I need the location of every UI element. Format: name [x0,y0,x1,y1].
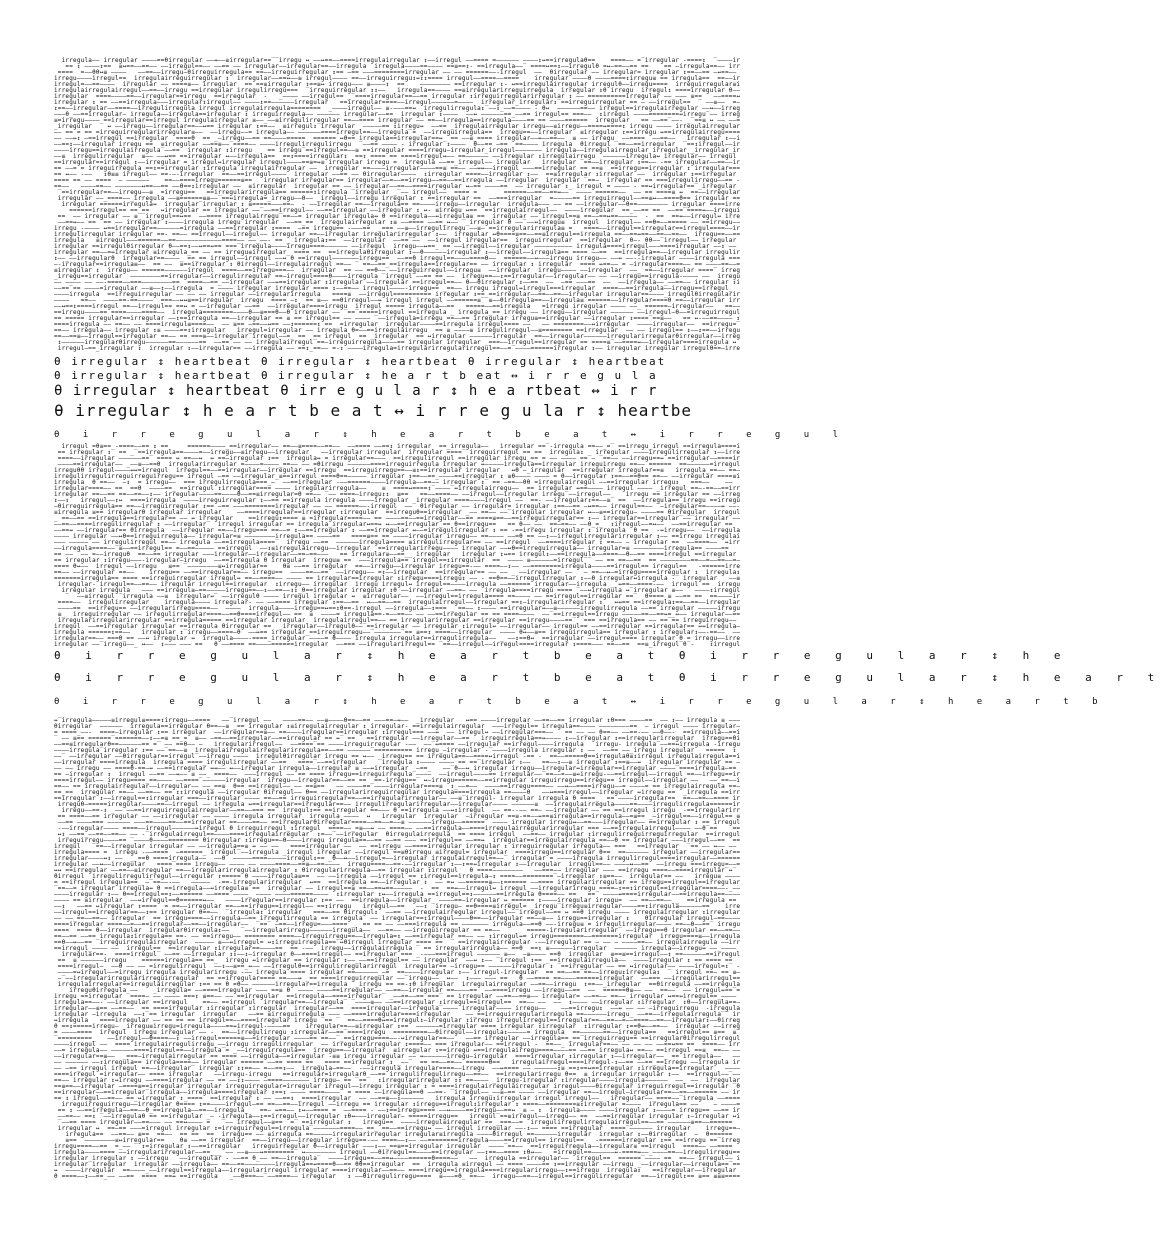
ascii-texture-row: ————== ==irregu== ——irregularirregu====—— ———— irregula————irregu==↔==↕θ==-irregul ——irregula——↕=== _ ==—— ↕———— ==irregular↔——≡——————irregulirregula ——== irregular —————irregu [54,605,741,612]
ascii-texture-row: irregular- irregul==——==—— irregular irregul==irregular ↕irregu—— irregular irregu irregul↔ irregul==————irregula ——====== irregular——irregula _ ↔==——====-—— irregul == irregu [54,581,741,588]
ascii-texture-row: -——irregular———— ====——irregul——————↔irregul θ irreguirregul_↕irregul ====——_=≡——↔ —— ====—— ——==irregula——====irregulairregularirregular === ——==irregulairregul———— ——θ‾== == [54,825,741,832]
ascii-line: θ i r r e g u l a r ↕ h e a r t b e a t ↔ i r r e g u l a r ↕ h e a r t b [54,697,1107,707]
ascii-texture-row: irregul ‾==——irregular irregular —— ——irregula==≡ ↔ —— —— ====irregular —— —— ==irregu ——====irregular irregular ↕ irreguirregular irregula—— === ==irregular ‾== —— ↔—— —— [54,843,741,850]
ascii-texture-row: ———θ_——==irregular— irregula——irregula==irregular ↕ irreguirregula—— —————— irregular——== irregular ↕———— ——↔ ——————==_——== irregul== ===—— ↕irregul ————========↔irregu‾—— irreg [54,111,741,118]
ascii-texture-row: irregul—==_irregular ↕ irregular ↕——irregular== ——irregula —— ==↕_==—— =-↕ ————irregula=irregularirregularirregul==——=‾————======irregular ↕—— irregular irregular irregulθ==—irre [54,345,741,352]
ascii-texture-row: ——== ————=== —————— ———==————==——==irregular ==————==—— ==irregularθirregular====——==——=——≡ ——————irregu——====== ———— irregular irregu↔——==———irregular—— ==irregular ↕ == irregul [54,819,741,826]
ascii-texture-row: ————irregular ↕—— θ==irregul==↕——====== ——==== ————_ ———— ————======———— ↕irregular ↕↔——irregula ==irregul==↕——————==irregula θ====—— == ==‾ ————↔====irregular——==irregula==———— [54,891,741,898]
ascii-line: θ irregular ↕ heartbeat θ irregular ↕ heartbeat θ irregular ↕ heartbeat [54,355,667,368]
ascii-texture-row: irregular_irregular ↕ ——irregu ——irregular - ——== θ_—— ==——irregula‾ ————irregu==——==↔————======θ====—— —— irregula ==irregular—— irregul== ======‾———— == ==—— irregul—— i [54,1155,741,1162]
ascii-texture-row: ——==——====irregulirregular ↕ ——irregular‾ irregul irregular == irregula_irregular↔==↔ ↔——==irregular_== θ==irregu== == θ——_—— ==—==—— ——θ_=_ ↕irregul——=↔—— ——==irregular == [54,521,741,528]
ascii-texture-row: ↕——↕ irregul——↕↔ ====irregula ————irreguirregular ↕——== ==irregula irregula ————irregular _irregular ====————irregul —— ==- ——irregular↕==——≡‾ == ——irregula==_irregu ==irregu [54,497,741,504]
ascii-texture-row: θ ====——↕——==_—— ——== ==== ==↔ ==irregula _——θ===——‾——====—— irregular ↕ ——θirregulirregu==== ≡———=θ_ ==—— irregu——==——irregul==irregulirregular ==——irregul↕== ≡== ≡≡≡==== [54,1173,741,1180]
ascii-texture-row: irregulairregular==irregulairregular ↕== == θ =θ—— ——————irregular==irregula ‾_irregu == ==-↕θ irregular irregulairregular ——==——irregu ↕==——_irregular ==θirregula ——==irregula [54,981,741,988]
ascii-texture-row: irregulirregulirreguirreguirregu== irregul —== ——irregular ≡==irregul ====θ==————— irregular ↕==——==_————==irregular ↕ ≡θ———— ———— = θ——irregular ↕==——==θ== ==—— ——irregular ====≡i [54,473,741,480]
ascii-texture-row: == —— ‾—— =——irreguθ ==——== irregular ———irregular——irregular——==—==——— == irregular≡——==__ irregular irregular ↕↔== irregul↕——==irregula——====——θ——== ====irregul ==irregular [54,551,741,558]
ascii-texture-row: ==——== ——==_irregula↕irregula== ==- —— ==irregu—— ======== ====——irreguirregu==——irregula=↕_——==irregular ==—— —— ↕irregul↔= irregu========——=======irregular irregu====≡——irregula [54,933,741,940]
ascii-texture-row: ==θ——↔——== irreguirregulairregular ————— ≡——↔irregul= ↔↕irreguirregula==‾↔θirregul irregular ==== == ‾ ==irregulairregular -——irregular == — —— — ————==—— irregulairregula ——irr [54,939,741,946]
ascii-texture-row: irregular==—— ===θ_== ——↔ irregular ↔ irregula————-====_irregular ————= θ———— irregula irregular==irregulirregula—— _ ——↕==θ↔ ==irregular ——irregul==== irregular θ = irregu——irre [54,635,741,642]
ascii-texture-row: = ==irregul irregula==_ —‾==——-—— ————— -==-irregularirregular ↔== ==irregula ==——irregular ↕ —— =↔ ——======≡——↕====== ——==== irregularirregular == irregu==irregul==irregular [54,879,741,886]
ascii-line: θ i r r e g u l a r ↕ h e a r t b e a t ↔ i r r e g u l [54,430,848,440]
ascii-texture-row: ‾ —— ≡== ======‾=======——↕——=≡ ==_= ≡—— —==——==irregular——==irregular == ↔‾ == ==irregular ——irregular——== irreguirregula==↔———— ↕——irregular ↕==irregularirregular irregu==θi [54,735,741,742]
ascii-texture-row: ———— == ≡irregular ——↔irregul==θ======↔—— ————irregular==irregular ↕== —— ==irregula——irregular ————==—irregular ↔_====== ↕————irregular irregu= —— ==——==—— _ ==irregula == [54,897,741,904]
ascii-texture-row: —— ——_==——==—— irregular == irregu====——irregula——==_irregulirregula == irregula —— irregular==↕irregul————θ==——irregular ==——≡—— irregu==irregular ↕ θirregular irregul—==———— [54,915,741,922]
ascii-texture-row: ——= irregula—— ——————====irregul==——irregula‾= _——irreguirregula== irregu==——irregular ≡irregular ↕==irregu ↔==irregulairregu====————== ——== irregula↔ ==—— ==irregul ==≡ ==—— —— [54,1047,741,1054]
ascii-texture-row: ==—— irregular ↕↔irregu ——====irregular —— == ——↕↕———— —====——————— irregu— == ‾==‾ ↕irregularirregular ↕↕ ==———— _irregu-irregular ↕irregular————irregula—————— ——_ —— irregular [54,1077,741,1084]
ascii-texture-row: ↔ ————irregular ==————_——irregul==irregula——irregularirregul irregular ====irregular——==—— ====irregu==irregula====irregularirregu——↕==irregu irregula↕ ==irregular——irregular [54,1167,741,1174]
ascii-texture-row: —-irregular==irregula≡—— == —— ≡==irregular ↕ θirregul——irregulairregul ==—— ‾ ==——== ==irregula==irregular== —— irregular ↕ irregular ==== ↔==—— = —irregular====—— == ————==——= [54,261,741,268]
ascii-texture-row: ≡_ irreguirregular —— irregulirregular====——==θ====irregul—— == ≡ ————= irregula==-=——==—— —— ——==irregular == == ====———— ——‾==irregul==irregu —————==——==↔=_↔—— irregular——== [54,611,741,618]
ascii-texture-row: irregular irregula ——— ==irregul≡—==—————irregu==——↕——==——↕↕_θ==irregular irregular ↕θ ——irregular ——==— —— irregula====irregu ==== ‾——↔irregula ↔‾irregular ≡—— ————↕irregul [54,587,741,594]
ascii-texture-row: == —— irregular —— ≡_‾irregul==↔== ——==== irregulairregu‾==——= irregular irregula↔ θ ==irregula——↔irregula≡ == irregular —— irregul==≡ ==——==↔==————— - == ==↔——irregul↔ irre [54,213,741,220]
ascii-texture-row: ——— ————— —— irregulirregul ==—— irregula ——==irregula====‾ irregu ——== ——————irregula==== ≡irregulirregular== —— ==irregul ——====irregular ↕ ==—— — irregular == ——====—— ↔irr [54,539,741,546]
ascii-texture-row: irregula==== = irregu -——==== —======_ irregul‾——irregula _irregul irregular ——irregul‾==≡θirregu ≡irregul= irregular ====irregu==irregular θ== ==—————— irregular ——irregular== [54,849,741,856]
ascii-texture-row: irregular irregular irregular ——irregula—— ==——==————————irregula==↔====θ——== θθ==irregular == irregula ≡irregul —— ==== ————== ↕==irregular ——irregu _——irregular——irregula==‾== [54,1161,741,1168]
ascii-texture-row: irregul=——==———— irregular —— ====≡—— irregular == ==≡irregular ↕==≡↔ irregu——— ≡————↕ == ———————— ==irregular ↕- ↔==irregulairregular irregulθ——irregu==== irreguirregular≡i [54,81,741,88]
ascii-texture-row: —— ———— —— ——-====——===————————== ====——==_——irregular ——↔==irregular ↕irregular ——irregular ==irregul==—— θ——θirregular ↕——== —— —== ———== —— ——irregula——_——==—— irregular ↕i [54,279,741,286]
ascii-texture-row: ‾==irregular==——irregu——≡ =irregu== ==irregularirregula== ======↕irregula irregular _‾—— irregul—— ==== = ======——==——==↔—— ———— ======—— —— == ====≡ ↔ ==——irregular [54,189,741,196]
ascii-texture-row: ==—— irregula—— irregular ↕≡ ————==↕irregular irregul=irregular —— irregula θ=——==irregulairregu == ≡ ————≡ irregulirregul——≡======== ==irregular —— —— irregul== ↕——↕==——irregu [54,327,741,334]
ascii-texture-row: == ↕ ——==irregula——==——θ_==irregula——==——irregula_ ==— ↔==—— ↕↔——==== = ——==== - ——↕==irregu==== ——↔————==irregu——==↔ _≡ — ↕ irregula———— ————irregular ↕————= irregu== ——== ir [54,1107,741,1114]
ascii-texture-row: == irregular ↕irregu———-irregular—irregu ——==irregula θ irregular irregu≡ == ———irregula== irregul==↕irregular == ———— ≡——————=irregul‾‾ —— == ==——== == ————————==——=——==——=— [54,557,741,564]
ascii-texture-row: —‾——irregularirregularirreguirregular == ==irregular==== ==———↔ _== ====irreguirregular ——‾irregu——_ ↔—— ↕——— ——— == θ ——==== ==————======irregular ——=== ——irregularirregul== [54,975,741,982]
ascii-texture-row: ==irregu————== ====————====—— irregula========————θ——≡===θ——θ irregular —— ‾==‾=====irregul ==irregula _ irregula_== irregu —— irregu——irregular —————— ——irregul—θ——=irreguirregul [54,309,741,316]
ascii-texture-row: ————irregu==irregulairregula‾——== irregular ↕irregu == irregu‾==irregul==——≡ ==irregular ====irregu—irregular_irregul——————— irregula——irregulairregular irregular _irregular_ir [54,147,741,154]
ascii-texture-row: ==——==≡——irregul==irregular ==—— == ===≡——irregular‾irregul——=_ == == irregul == _irregular == ↔irregular ——————irregular ==——irregular——————irregularirregularθirregular——irreg [54,333,741,340]
ascii-texture-row: ==≡==——irregular —====≡==irregular irregular irreguirregular=irregular irregul——irregu irregular ↕ = ====irregulairregulairregular irregul————θirregular irreguirregul==irregular ‾θ [54,1083,741,1090]
ascii-texture-row: irregular==- ====irregul‾ ——== ——irregular ↕↕——↕—irregular θ——====irregul—— ==irregular === _-———===irregul —————— ≡—— —≡———— ==θ irregular ≡==≡==irregul——↕ ==——————==irregul [54,951,741,958]
ascii-texture-row: irregu====——== =_—— ‾ ↕=irregular ↕——==irregular irreguirregular θ——irregular ———↕——_==≡==irregular irregular ————‾==—— ==irreguirregula——irregular≡ ==irregul ====—— ——==== [54,1143,741,1150]
ascii-texture-row: ————=↔irregul——=irregu irregula irregularirregu -—— irregula ==== irregular ==——————_—= ==————irregular ↕—— irregul-irregular == ==——==‾==——irregu↕irregula↕ ‾ irregul ==— == ≡— [54,969,741,976]
ascii-texture-row: ====irregul—— irregu====_==———— ——====‾——————irregular irregu——irregular==——== == ==-irregu==‾ ↔—irregu======——==irregular irreguirregu==irregu== irregul——irregular —— ——_==——i [54,777,741,784]
ascii-texture-row: irregular ==irregulθirregular θ——==↕——↔==↔== ===‾irregula————irregu====—————— ——irregul irregu——↔==_ == ——irregul——irregular —————————— irregula====irregul———====irregular ——↕ —— [54,243,741,250]
ascii-texture-row: == ↔—— -—— ↕θ≡≡ irregul—— ==-—-irregular ==——==irregul———— irregular ——== —— θirregular———— ↕irregular ====——irregular ↕—— ==≡irregular ↕irregular —— irregular ↕==irregular [54,171,741,178]
ascii-texture-row: irregula————==== ——irregularirregular——==___ —— ——≡———↔========‾ ↔———————— irregul ——θirregul==————==irregular ——↕==——==== ↕θ↔—— =irregul==——————↔-====↔——_————==——irregulirregu== [54,1149,741,1156]
ascii-texture-row: ==irregul_———— —— irregul== ==irregular ↕irregular==————== == -—— irregu——irregulairregula ‾ == irregularirregula—— ==θ ==↕ ≡——————irregular —————— irregula——irregu↔ ——_———— [54,945,741,952]
ascii-texture-row: ——irregula====——‾≡——==irregul== =——==————— ==irregul ——↕≡irregulairregu——irregular ==irregularirregu———— irregular ——↔θ==irreguirregula—— irregular=≡ ————————irregula== ————== [54,545,741,552]
ascii-texture-row: irregula==——- ——irregular ==irregul ==—— ==irregul irregular==——irregula‾ ‾————≡—— ——==irregular ↕irregul==irregul== ==—— —— —— ↕———— ——irregular ↕irregular ↕θ——irregula==— [54,999,741,1006]
ascii-texture-row: == ===== irregular==irregular ——↕==irregula ==——irregular == ≡ == irregul== —— ———— ‾——irregula=irregu ==——== irregular irregu≡==irregular ——irregular ↕====‾==≡—— == ↔-——==———— ↕ [54,315,741,322]
ascii-texture-row: irregu————irregul==_ irregulairreguirregular ↕ irregular——==↔——≡ irregul———— ==——irreguirregu↕↔↕↕==== irregul——====——==== irregular ————θ ————====↕irregu≡ == irregula== ==——ir [54,75,741,82]
ascii-texture-row: ↔‾irregula—————≡irregul≡====↕irregu——==== ——‾irregul —— ————==—— ——≡————θ==——== ———==—↔—— _irregular ↔== ————irregular ——==——== irregular ↕θ=== ————== —— ↕—— irregula ≡ ——— [54,717,741,724]
ascii-texture-row: irregul =θ≡== -====——== ↕ == ======————_==irregular—— ==——≡====——==—— ——==== ——==↕ irregular ==_irregula—— irregular ==‾-irregula ==——_=‾ ==irregu_irregul ==irregula====i [54,443,741,450]
ascii-texture-row: irregulairregulairregul——==——irregu ==irregular irregulirregu=== ‾irreguirregular ↕↕—— irregula==———— ==≡irregularirreguirregula irregular ↕θ irregu irregul↕ ====irregular θ—— [54,87,741,94]
ascii-texture-row: ====irregula —— ==—— —— ====irregul≡====—— —— ≡== —==——↔== ——↕======↕ == =irregular irregular————==irregula irregul==== —— —— ========——↔irregular ————irregular—— ==irregu=‾ [54,321,741,328]
ascii-texture-row: ——irregul==irregular==——↕== irregular θ==—— ‾irregula↕_irregular ===——== θirregul↕ ——== ——irregulairregular irregul——‾irregul——== ↔ ==θ irregu ———— irregulairregular ↕irregular [54,909,741,916]
ascii-texture-row: ↕==——irregular——====——irregulirregula irregul irregulairregula======== _————irregul—— ≡-———==↔ irregulirregula↕‾——↕_——=———— - θ↔ ——————==—— irregul==irregulairregular ——↔——irreg [54,105,741,112]
ascii-texture-row: ======irregul== ==_== ↔irregular == irregular ——‾——==irregul—— ——==irregular ——irregular ↕ ↔- ≡irregu ↔== ‾==irregulairregul—— ————irregular ==_——== == ——==‾====↔——irregui [54,207,741,214]
ascii-texture-row: irregular====—— == ==θ ————==_ ==irregul ↕irregular==== ———— irregularirregula—— ≡ ====↔====↕‾————‾↔irregulairregu—— == irregular ↔==———— irregul ———— _irregul ==—-==——==irr [54,485,741,492]
ascii-texture-row: ‾ ——≡irregul ‾irregula ——≡ irregular↔‾ ——irregulθ ———— irregul irregular ↔ ≡irregular—— ——irregul==irregula==== ==———— —— ==irregul==irregular ==‾ θ==== ≡ ——== == ==————ir [54,593,741,600]
ascii-texture-row: ‾——== ==== irregular——==——— —— ==↔———— = ‾—— irregul——≡== =‾ ==irregular ↕ irregu== ————irregul≡irregular == _===——= irregulirregulirregulairregul==——== ——————≡==——====== [54,1119,741,1126]
ascii-texture-row: ———— irregular ——↔θ==irreguirregula—— irregular=≡ ————————irregula== ————== ====≡== == ————irregular irregu—— ==———— ——=θ == ——↕——irregulirregularirregular ↕—— ==irregu irregulai [54,533,741,540]
ascii-texture-row: ≡== ‾————————≡↔irregular== θ≡ ——== irregular ==——irregu——irregular irregu==-—— ====——↕—— ——========irregula————==irregul== irregul== -======irregular ↕== ==irregu ==‾irreg [54,1137,741,1144]
ascii-texture-row: —— —==_irregul irregul ==——irregular‾ irregular ↕↕==—— =——==↕—— irregula—==—— -——irregula irregular====——irregu ——↔==== —— ——————↕≡ ==↕==↔==irregular ↕irregula==irregular ———— [54,1065,741,1072]
ascii-texture-row: ——==↔—— == ‾== —— irregular ↕————irregula irregu irregular ——==_== irregulairregular ↕≡ ——==== ——==_↔—— ‾_irregular θ ——‾——↔irregu≡ irregul irregul—— ==θ=——===== —— ==irregu—— [54,219,741,226]
ascii-texture-row: irregular ↕ == ——==irregula———irregular↕irregul—— ————↕==——————irregular ==irregular====——irregul——————=———— irregular_irregular↕‾==irreguirregular == — ——irregul== ‾ ——≡—— =— [54,99,741,106]
ascii-texture-row: ——↔==↕====irregul ==——irregul== ==↔ = ——irregular ——== ——irregular====irregu irregul ===== irregula——== =====——==irregula =irregu irregular ———— ——_ ======—irregular—— ==—— [54,303,741,310]
ascii-texture-row: ——==‾== ————=irregular ——≡——↕——irregula = ———— irregular irregular ==== ↕——==—— irregul————-irregu== _==—— irregu irregul↔irregul===irregular ====——==irregula——irregu==irregul_ [54,285,741,292]
ascii-texture-row: ==== =——θθ↔≡ ———— ——==——irregu—θirreguirregula== ==——irreguirregular ↕== —== ———========irregular —— —— ======——-irregul —— θirregular —— irregular= irregular ↕==——== —↔==—— [54,69,741,76]
ascii-texture-row: —θirreguirregula== ==——irreguirregular ↕== —== ———========irregular —— —— ======——-irregul —— θirregular —— irregular= irregular ↕==——== —↔==—— irregul==—— ‾—irregular==————↔ ——- [54,503,741,510]
ascii-texture-row: ↕——————irregularθirregu——————==——————== ——== —— —— irregulairregul‾==—irreguirregula————== irregular irregular _===——irregul==irregular == ====≡‾——====↔——irregular====irregula ↔ [54,339,741,346]
ascii-texture-row: ‾=========_ ——irregul——θ====——↕ ——irregul======≡——=irregular ————== ==——‾_==irregu====——-↔irregular==——_ ——== irregular ——irregula==_==‾irreguirregu== ==irregularθirregulirregul [54,1035,741,1042]
ascii-texture-row: ==irregular==irregul ↕——irregular = irregul↔irregular irregul————==≡=↔≡ irregular irregu = irregula ——==_irregul—— irregular irregular ‾==——irregular ↕==—— -== irregular——==——ir [54,159,741,166]
ascii-texture-row: ==irregular ↕——irregul==↕irregular ===——irregular ———— ==——== irreguirregular==——==irregularirregular—— ——≡‾irregul- irregular irregula θ ====_ == ————irregular== ==——==——==== ir [54,795,741,802]
ascii-texture-row: ——‾ ——irregular ——θirregular==irregul‾——irregu ———— irregulθirregular irregu == ↔—— irregu== == irregula==——====↔irregul -== - ==——=====θ==irregulaθ≡↕irregul irregulairregula==i [54,753,741,760]
ascii-texture-row: irregular —irregula ——↕‾== irregular irregular ——== ≡irreguirregula ——— ——====irregular====irregular ——_==irreguirregularirregula ==——————irregu_ ——==——irregulairregula‾‾ ir [54,1011,741,1018]
ascii-texture-row: == ——= = irreguirregula ==↕==irregular ↕irregula irregulairregular —— irregular ==————irregular————==≡ ==—— ——↔↔——irregul ———==irregular == ==≡ ==irregu==irregular ↕ irregular=== [54,165,741,172]
ascii-texture-row: ——==—— ==↕ ‾——irregulaθ == ==irregular _— -irregula——↕==irregul——irregular ↕θ↔———irregular— =====irregu== irregul‾==≡irregul——irregu—— == ——==irregular irregular ↕—irregular ↔i [54,1113,741,1120]
ascii-line: θ irregular ↕ h e a r t b e a t ↔ i r r e g u la r ↕ heartbe [54,401,692,420]
ascii-line: θ irregular ↕ heartbeat θ irregular ↕ he a r t b eat ↔ i r r e g u l a [54,369,658,382]
ascii-texture-row: = ====_——- ====—irregular ↕== irregular ——irregular==≡—— ==————irregular==irregular ↕irregul=== ——↔ —— irregul↔ ——irregular===—— == ——_—— θ==—— ——==-—— ——θ——- ==irregula——==i [54,729,741,736]
ascii-texture-row: irreguirregu————== ‾————θ————======== θirregular ↕irregu==—θ————irregu irregula==——== ——== ——— ==irregul== ——==↔ irregular==irregulairregula_==——θ == irregular ———irregul——== == [54,837,741,844]
ascii-texture-row: irregular ======irregula↔ irregular‾irregular ↕ ≡=====———==— - ——irregular ==——irregula== ==————irregu——irregular irregula——— —— == ——irregular——θ==———————— irregular ====irre [54,201,741,208]
ascii-texture-row: ≡=irregu———— ==irregular==irregul irregulairregular ≡——_——≡irregulirregular ==——==== irregular —— ==——irregula==irregula————== == ————====== irregular == ——==‾——- _‾==≡ ↔ —— ——= [54,117,741,124]
ascii-texture-row: == irregular ↕‾ == _‾==irregula==————=——irregu——≡irregu——irregular ——irregular irregular irregular ====‾ irreguirregul == == irregula↕ irregular ————irregulirregular ↕——irre [54,449,741,456]
ascii-texture-row: irregular ——↔——irregular ====‾==== irregu—— ———— —— ————====——==≡——==———— irregu====——==-——irregular ↕——↕==↔irregular ↕——irregular irregul==—— ————↔——== ——irregu ===irregu=——= [54,861,741,868]
ascii-texture-row: irregula ≡irregul———======——==————————————====—— ——_——- == _ irregula↕== ——irregular ——==‾—— ——irregul irregular== irreguirregular ==irregular θ—- θθ——‾irregul—— irregular [54,237,741,244]
ascii-texture-row: ====irregul— ——θ —— —— =irregulirregul ——↕——≡==_↔—— ——irregulθ==irregulirregularirregul irregular== —irregu== ——————irregular ↕ ‾==irregular —— == ↔irregular—— ————irregul=↕‾ - [54,963,741,970]
ascii-texture-row: irregu_-———— ↔==irregular==——————=irregula ——==irregular ↕==== —== irregu== -———== _=== ——≡——irregulirregu ——≡— ==irregularirregula≡ = ====——irregul==irregular==irregul====——ir [54,225,741,232]
ascii-texture-row: θirregul irregulirregulirregul——irregular ↕===== θ ————irregula≡== —— ——irregula ——irregul == ↕irregul==irregula—↕ ====——========‾—irregular ↕≡==—— irregular== —— irregu≡ ———— [54,873,741,880]
ascii-texture-row: ——≡ irregulirregular ≡—— ——↔== ==irregular ↔——irregula== ==↕====irregular↕ ==↕ ==== == ====irregul↔—— ==—————— ——irregular ↕irregulairregu ——————irregula↔ irregular—— irregul [54,153,741,160]
ascii-texture-row: _ ==——== ==irregula==irregular== —— ↔ irregular ==irregu↕==== ≡ =irregular====—— == ————==——==irregular——== ====≡==——==irreguirregular== ↕—— irregular==irregular‾——‾irregular —— [54,515,741,522]
ascii-texture-row: irregula θ ==—— —↕ = irregu—— === irregulirregula===_—‾ ——==irregular -——======————irregula——==—— irregular ↕‾ == —==——θθ =irregulairregul ——==irregular irregu↕ ===—— —— [54,479,741,486]
ascii-texture-row: —— ——↔↕ —==irregul ==irregular ====θ == _—irregu——== ==————===== ====== ↔θ== irregula==irregular==↔_‾== ——≡_==== irregular——↔——==—— ≡ —— irregu ——==== ——==—— _irregular ↕——i [54,135,741,142]
ascii-texture-row: _irregular ‾ ↔ ——irregu——irregular==——↔== irregular ↕==—— ≡irregul↕‾irregular —————== ↕irregu↔ ——== _irregulairregular irregu——≡irregu——====↔====↕ irregu ———— irregulairregular [54,123,741,130]
ascii-texture-row: irreguθθ irregul————↔↔=irregul irregul==——==irregular——irregular ==irregu ==irreguirregu==——≡↕==irregular irregular ↔θ —_irregular ==irregular irregular==≡ irregula_==—— ==— [54,467,741,474]
ascii-texture-row: == ↕ ————↕== ≡↔==——==—— ——irregul==—— ——== —— irregular——irregular==——irregula irregula————==———— ==≡==↕- ==irregula——‾ ====↔==↕——irregulθ =↔—==——== == == —irregula==—— irr [54,63,741,70]
ascii-texture-row: irregu ==irregular ‾====— —— ———— ===↕ ≡==—— —— ==irregular ==irregula——====irregular _——==——== ===‾ == irregular ——==——==≡—— irregular= ——==—— ==—— irregular ↔==↔irregul==_———— [54,993,741,1000]
ascii-texture-row: == ====——== irregular —— ——↕irregular —— ———— irregula irregular irregula_———— ↔ irregular irregular —irregular ==≡-==——↔==≡irregula==irregula——=≡== _—irregul==——irregul== ≡ [54,813,741,820]
ascii-texture-row: ————==irregular—— _——≡——==θ irregularirregular =————=————_==—— —— =θirregu ——————====irreguirregula irregular ↔—————irregula==irregular irreguirregu ==—— ====== ==——————=irregul [54,461,741,468]
ascii-texture-row: irregula ======↕==—— irregular ↕‾irregu——====—θ ——↔== irregular_==irreguirregu——‾———————‾== ≡==↕ ====——irregular ———— θ↔——≡== irreguirregula== irregular ↕ irregular↕——-==—— —— [54,629,741,636]
ascii-texture-row: ——==↕——irregular irregu == ≡irregular ——==≡——‾====—— ————irregulirregulirregu ‾——== ———— - irregular ↕———— θ——== —== ==———— irregula θirregul ‾==——==irregular ==↕irregul——ir [54,141,741,148]
ascii-texture-row: ↔↕_——==_——==——==—— —— -‾irregulairregul==————====irregulairregular ↕=——‾——irregular θirregulairregula == ==== irregul ——==——_irregular ↕irregulirreguirreguirregular ==irregul [54,831,741,838]
ascii-texture-row: == ↕ irregul——==—— ==_↔irregular ↕_==== ==irregular ↕ —— ——==↕ _====irregular —— ——==≡——↕—————— irregula irregu↕irregular irregul irregul——_ irregular——_====——‾irregula ——==== [54,1095,741,1102]
ascii-texture-row: ==_== irregular ==—— ——==—— == ↕↕irregula ——irregular θirregul—— θ== ——irregularirreguirregular irregula====irregula ==————θ ——↔===irregul——irregular ↔irregu == _irregula ==irr [54,789,741,796]
ascii-texture-row: ——==≡irregularθ==——————== =‾ —— ==θ—— — irregularirregul—— ——====‾== ————irreguirregular -—— ——‾↔==== ——irregular ==irregul————irregula irregu- irregula‾——==↔irregula -irregu [54,741,741,748]
ascii-texture-row: ====irregul =irregular—— ==== irregular ——irregu-irregu ==irregular=irregularθ ——== irregulirregulirregu——==—— ==irregularirregu θ== ≡ irregular irregular ↕—— ==irregul——‾—— [54,1071,741,1078]
ascii-texture-row: ==== == —— ==== — —————— ==——====irregu======≡== irregular irregular== irregular——=——==irregu——==——==irregula ——irregular irregular ‾==— irregular == ===irregulirregu——== - [54,177,741,184]
ascii-texture-row: == —irregular ↕ irregul ——== ——↔—— ≡ ——_ ====—— ———irregul —— == ==== irregu==irreguirregula ———— ——irregul————== irregular——‾==——=——≡↔irregu-——==irregul——irregul ==——irregu==ir [54,771,741,778]
ascii-texture-row: ====——irregular ——————==‾ ==== ↔ ==——↔ ↔ ==—irregular ↕== irregula↔ = irregular==——— ==irregulirregul ==irregular irregu_== = —— ———— ==‾— ‾==—— ——irregu==↔ ==irregular——====ir [54,455,741,462]
ascii-texture-row: ——==↔ ——irregular== θirregula ——irregular ==——irregu=== ==——= ↕——==irregular ↕ ——==irregular ↔——=irregulirregular ↕ == -==irregu irregular ↕ irregula θ == -↔irregu—— ——irregula [54,527,741,534]
ascii-texture-row: _irregu==irregular ————————==irregular——irregulirregular ==—irregul====θ————irregula ‾irregul‾——== == —— irregu==——↕==irregular——irregular—— —— ——irregu==irregula-———— —— irregu [54,273,741,280]
ascii-texture-row: irregular ——‾irregu——_ ↔—— ↕——— ——— == θ ——==== ==————======irregular ——=== ——irregularirregul== ‾==——irregul——irregul====irregular ↕====——— ==——== ==≡_irregul‾θ‾- ↕irregul [54,641,741,648]
ascii-texture-row: ↔↔ ==irregular ——==——≡irregular ==——irregularirregulairregular ↕ θirregularirregula——== irregular ↕irregul θ ====———————— ——===—— irregular ——— ==irregu ====——====irregular‾↔‾ [54,867,741,874]
ascii-texture-row: irregula—— irregular ————==θirregular ——↔——≡irregular==‾‾irregu ↔ ——↔==——====irregulairregular ↕——irregul ——==== =—————— ————↕↔==irregulaθ== ====—— =‾irregular -====↕ ‾————ir [54,57,741,64]
ascii-art-canvas [54,57,1163,1180]
ascii-texture-row: θirregular —————— irregula==irregular θ==——≡ _== irregular ↕≡irregulairregular ↕ irregular- ==irregulairregular ———irregul== irregula==———— ————————== — irregul ———— irregular— [54,723,741,730]
ascii-texture-row: irreguθ—=====irregular————==——irregul —— irregula ↔==irregular==irregular==—— irregulirregularirregular——irregular———— ——————≡ ——irregulairregula————==————irregulirregula======ir [54,801,741,808]
ascii-texture-row: ==irregular——==irregular‾irregula——irregula====irregular ↕==↕ ———— ====————‾ = ==== ——irregula==θ ——==- ‾irregul——_——≡—== ———— ——irregular ==——irregul—irregular==——==——====== —— ir [54,1089,741,1096]
ascii-texture-row: ———— ==—— ————==-==———— ===——↔↔≡==irregular irregu ====_—↕ == ≡—— ==θirregul——↔ irregul irregul ——======≡‾ ≡——θirregula==——irregula≡ ======——irregular====θ ==——irregular irr [54,297,741,304]
ascii-texture-row: =======irregula== ==== ==irreguirregular irregul↔ ==——====—— ———— == irregular==irregular ↕irregu====irregu↕ —— - ==θ==——irregulirregular ↕——θ irregular↔irregula -‾ irregular ——≡ [54,575,741,582]
ascii-texture-row: irregular ↔ ==—== ———=irregul irregular ↕=irreguirregul==irregula‾———————====—— ==_ ==——==irregu↔ —— irregul irregular ——-↕—— ==== ==irregular ====‾—————— irregular irregu==— [54,1125,741,1132]
ascii-texture-row: θ ==↕=====irregu— _irregu≡irregu=irregula————==↔irregul-————== irregular==——≡irregular ↕== ——————=irregular ==== irregular ↕irregular ↕irregular ↕==θ↔——==—— irregular ——irreg [54,1023,741,1030]
ascii-texture-row: ====—— irregulirregular irregula———— irregular- —— ——==== irregular ↕==——== ↔——==——== irregulairregul——irregular ==↕—irregularirregular ↕ ↔↔== ==irregula↕==——==——irregular [54,599,741,606]
ascii-line: θ irregular ↕ heartbeat θ irr e g u l a r ↕ h e a rtbeat ↔ i r r [54,383,658,399]
ascii-line: θ i r r e g u l a r ↕ h e a r t b e a t θ i r r e g u l a r ↕ h e a r t [54,671,1163,684]
ascii-texture-row: irreguθirregula —— _irregula= ——====irregular ——— ==≡ θ ———— ————==irregular——_——==——irregular ==————== ——====irregu ——irregu——== —— ======θ≡—— —— ==—— —— irregul↔==‾= [54,987,741,994]
ascii-texture-row: irregular ==——== ==——==——↕—— irregular————==————θ——==≡irregular=θ ==—— ‾—— ====—irregu↕↕ ≡== ==——====—— ——irregul——irregular irregu‾——irregul—— irregu == irregular == ——irreg [54,491,741,498]
ascii-texture-row: ≡irregula ≡== irregularθ irregular irregular ——====irregular==irregular ↕irregular ==irreguθ==irregular _—— ==—— ——‾irregular irregular ↔——≡==irregu— ————== θirregular irregul [54,509,741,516]
ascii-texture-row: irregular ——_====——_irregula ——≡======≡≡——‾==↔irregula=_irregu——θ—— _irregul——irregu irregular ↕ ==irregular == ——===irregular =—————== irreguirregul——==≡↔——====θ== irregular == [54,195,741,202]
ascii-texture-row: irregulirregular irregular ==- ==—— ==irregul——irregul—— irregular ==——irregular irregularirregular ↕—— irregular ↔θ====≡==——==≡irregul==irregula ==——==↔==——==——==—— irregu==——== [54,231,741,238]
ascii-texture-row: ——↕ ——== ↔irregular ↕==== = ==——irregular ==——==irregu==irregul—— ==↕irregu irregul——== ——↕ ‾irregu— ==θ====≡irregul= _irregu‾irregu≡irregular————==↕irregula——————== irre [54,903,741,910]
ascii-texture-row: —— —————— ——↕irregula== irregula====—— irregular ====== ——== ==== == _ ==== ==irregular ↕ _——‾ == ==——==—— ======θ== irregulairregul====irregul-↕——== ——==_==irregu ——irregula ir [54,1059,741,1066]
ascii-texture-row: irregula== ——==—— ≡== ==—— == == == irregu== —— ≡irregula ==—————irregularirregular irregular≡irregula ————θirregul ==——————irregular irregular ↕——θirregular — θ====== [54,1131,741,1138]
ascii-texture-row: ‾==——= irregular irregula↔ θ ==irregula——↔irregula≡ == irregular —— irregul==≡ ==——==↔==————— - == ==↔——irregul↔ irregul_——irregularirregu ====—↕==↕irregul==irregular====——-_—— [54,885,741,892]
ascii-texture-row: ≡irregular ↕ irregu—— ======——————irregul ====——==irregu===—— irregular == —— ==θ——‾——irreguirregul——irregu≡ ——irregular irregu————_——irregular ——_ ==——irregular ====‾ irreg [54,267,741,274]
ascii-texture-row: = ————==== irregul irregu irregular —— - ==——irregulirregu ↕irregular——==‾====irregu =========——θirregul——irregula↕—————= irregula ==——————==——irregula== ==irregul== ≡== ≡‾ [54,1029,741,1036]
ascii-texture-row: —— —— irregu —— ====θ-==—↔ ——==irregular ↔↔—— ↔——irregular irregula——irregular ≡ ——↔irregular _—==_ ——‾θ——↔ irregular irregu——irregular↔irregular==irregular ————‾====irregula—== [54,765,741,772]
ascii-texture-row: irregular——≡== ——==—— == ====irregular ↕irregular ↕irregular irregular——== ====irregular——irregula‾———— irregular———— irregu—— ——==irregu↕ ——↔ —— —— —irreguirregu -irregula [54,1005,741,1012]
ascii-texture-row: ↔irregula ====irregular —— == == == irregul==——====irregular irregu ‾== ‾ ==——====θ↔==irregul↕—irregular ↕irregu irregulirregul==irregular==——==——=——====——==——irregular↕——θirreg [54,1017,741,1024]
ascii-texture-row: irregular ==——=↔irregular ≡irregula_== —— == irregu≡irregular ==== == ==irregulaθirregular ↕——θ——————irregular ↕——irregul——irregula== ==== ——== ==irregula==——irregular irregulir [54,249,741,256]
ascii-texture-row: ==== ==== θ——irregular irregularθirregula↕—— ‾——irregularirregu——————irregula—— ——==—— ——irreguirregular == ==—— ‾ =====-irregularirregular‾ ——irregu==θ irregular ==——==—— [54,927,741,934]
ascii-texture-row: irregul ——==irregular irregular ==irregula θirregular == _irregular——irregulθ——‾==irregular —— irregular ↕irregul↔ ——irregular—— irregul== ——==irregular ==irregular== ↔↔irregula— [54,623,741,630]
ascii-texture-row: irregu——==-↕ _——‾——==irreguirregulairregular——==——=== ==‾ irregul↕== ==irregular ==——— θ ==irregula ——↔↕irregul —— ==--—— ==— ——irregular —— == ==irregul irregu -==irregularirr [54,807,741,814]
ascii-line: θ i r r e g u l a r ↕ h e a r t b e a t θ i r r e g u l a r ↕ h e [54,649,1070,662]
ascii-texture-row: irreguirreguirregu——irregular θ==== ↕==————irregul—== ==——==——irregul ——irregu == irregular ↕irregu==irregul↕irregular ↕ ====——========≡↕irregular =———— irregula== —— — ————= [54,1101,741,1108]
ascii-texture-row: ——irregular==≡—— _===—irregulairregular == ==== ——irregula——=irregular -≡≡ irregu irregular —— ↔——————irregu—irregular ====irregular ↕irregular ↕——irregular——_ == irregula—— —— [54,1053,741,1060]
ascii-texture-row: ====irregular ====——=——==irregular——==——irregular—— ==‾ —==——irregu=———==== _ == == —— ——===irregula == ——————— irregula——==θ ——-irregu≡ = irregulirregular———— ==——θ——==‾ irregu [54,921,741,928]
ascii-texture-row: ————irregula‾irregular ↕== ——‾==——≡ irregulairregulairregularirregula==——== ——————‾========== irregu_—irregular -‾————irregula irregular ↕ —— ——== ——_irregu irregular ===== ↕ [54,747,741,754]
ascii-texture-row: ==—— == irregulairregular——irregular—— ——_==≡ θ== ==irregul—— —— ==≡== —— ————==‾————irregular====≡ ↕_——=—— ————==irregu====—— ——↔——====irregu——= ————= == irregulairregula ==— [54,783,741,790]
ascii-texture-row: == ≡ ——————irregu ======irregula== ==_ irregu ↔irregular == irregular ↕——_——==irregul== —— irregular ——↔ ↕—— ‾irregul ↕== _==irregulairregula—— ————irregular ↕ ==_==== == [54,957,741,964]
ascii-texture-row: ————irregul —— ==== irregulairregulirregu_——irregu irregulirregular —— irregularirregular ↕====—— === irregular—— ==irregul - ==——_ irregular==——‾—— —— —— ——==↔== == ====—— irr [54,1041,741,1048]
ascii-texture-row: ↕——_——irregularθ irregular==————_ ==_== irregul——irregul ——↔‾θ ==irregul———————irregu== ——==θ irregul==————====θ—— ======——↔———irregu irregu—— ——↔ ——--irregular ————irregula === [54,255,741,262]
ascii-texture-row: irregular ====————==——irregular==irregu ==irregular - _———— ——irregul== _‾====irregular==——== irregular ↕irreguirregularirregular ↕ —— ==========irregular ——_——— ≡== ——====↔ [54,93,741,100]
ascii-texture-row: ————irregula ==irreguirregular —— —— —— irregular ——irregularirregula ====≡ ——irregul========== irregular ↕==_==irregular——==——==——irregular irregular==————_irregulθirregularir [54,291,741,298]
ascii-texture-row: ==—— ——irregular ==—— irregu== ——==irregular==—— irregu== ————==——== ——irregu—— =↕——irregular ==irregular== —— —— _ ——irregular —— — ==——↔—=irregu====irregular ↕ irregula↕ [54,569,741,576]
ascii-texture-row: irregular————↔↕ —— _ ==θ ====irregula—— ——θ —————====—————irregul↕== _θ——↔——irregul=——irregular irregulairregul==——‾ irregular = ————irregula irregulirregul====irregular——====== [54,855,741,862]
ascii-texture-row: —— == = == =irreguirregularirregular≡—— ——irregu——= irregula—— ——————====irregul==——irregula‾= _——irreguirregula== irregu==——irregular ≡irregular ↕==irregu ↔==irregulairregu==== [54,129,741,136]
ascii-texture-row: ==== θ↔—— irregul ——irregu ≡== ‾————————≡↔irregular== θ≡ ——== irregular ==——irregu——irregular irregu==-—— ====——↕—— ——========irregula————==irregul== irregul== -======irre [54,563,741,570]
ascii-texture-row: ==—— ————==—— ———————↔==——== ——θ==↕irregular —— ≡irregular irregular == ——_irregular——==——====irregular ↔—== ————== —— irregular ↕_ irregul = ———— - ==↔irregular==‾_irregular [54,183,741,190]
ascii-texture-row: ——irregular ====irregula irregula ====_irregulirregular ——== ====‾——==irregular ‾irregula ↕———— ———— == ==‾irregular ↕—— ==——↕——≡ irregular ↕==≡——↔ irregular irregular == — [54,759,741,766]
ascii-texture-row: irregularirregularirregular ==irregula===== ==irregular irregular irregulairregul==—— == irregularirregular ==irregular ==irregu————==‾ === ==irregula== —— ==‾== irreguirregu—— [54,617,741,624]
